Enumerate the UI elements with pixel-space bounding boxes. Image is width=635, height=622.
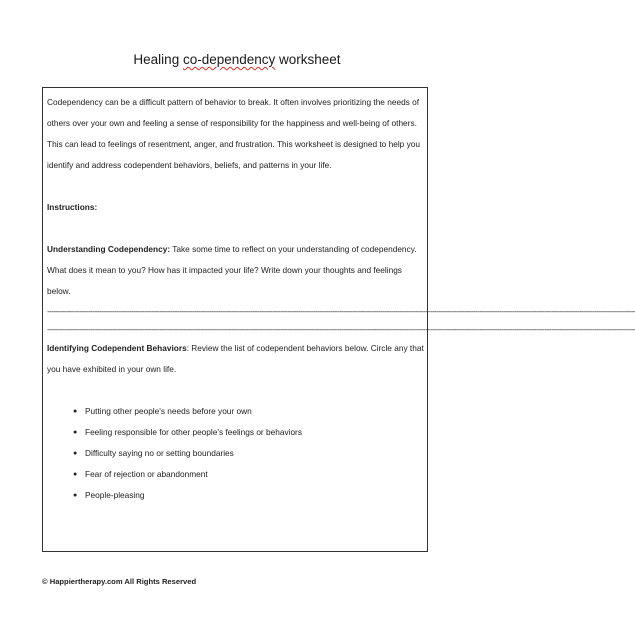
behavior-text: Putting other people's needs before your own bbox=[85, 406, 252, 416]
behavior-item bbox=[73, 485, 424, 506]
bullet-icon: ● bbox=[73, 450, 78, 457]
answer-line-2[interactable]: -------------------------------------------------------------------------------------------------------------------------------------------------------------------------------------------------------------------------------------------------------------------------------- bbox=[47, 324, 635, 334]
understanding-text: Take some time to reflect on your understanding of codependency. What does it mean to you? How has it impacted your life? Write down your thoughts and feelings below. bbox=[47, 244, 417, 296]
behavior-item bbox=[73, 422, 424, 443]
bullet-icon: ● bbox=[73, 408, 78, 415]
bullet-icon: ● bbox=[73, 471, 78, 478]
title-suffix: worksheet bbox=[275, 52, 341, 67]
answer-line-1[interactable]: -------------------------------------------------------------------------------------------------------------------------------------------------------------------------------------------------------------------------------------------------------------------------------- bbox=[47, 306, 635, 316]
understanding-section bbox=[47, 239, 424, 302]
intro-paragraph: Codependency can be a difficult pattern of behavior to break. It often involves prioritizing the needs of others over your own and feeling a sense of responsibility for the happiness and well-being of others. This can lead to feelings of resentment, anger, and frustration. This worksheet is designed to help you identify and address codependent behaviors, beliefs, and patterns in your life. bbox=[47, 97, 420, 170]
behavior-text: Fear of rejection or abandonment bbox=[85, 469, 208, 479]
page-title bbox=[0, 52, 474, 67]
copyright-footer: © Happiertherapy.com All Rights Reserved bbox=[42, 577, 197, 586]
behavior-item bbox=[73, 464, 424, 485]
spacer bbox=[47, 218, 424, 239]
instructions-heading: Instructions: bbox=[47, 202, 98, 212]
behavior-item bbox=[73, 401, 424, 422]
behavior-text: Feeling responsible for other people's feelings or behaviors bbox=[85, 427, 302, 437]
understanding-heading: Understanding Codependency: bbox=[47, 244, 171, 254]
behavior-item bbox=[73, 443, 424, 464]
behavior-list bbox=[47, 401, 424, 506]
title-underlined-word: co-dependency bbox=[182, 52, 276, 67]
title-prefix: Healing bbox=[133, 52, 183, 67]
spacer bbox=[47, 176, 424, 197]
identifying-text: : Review the list of codependent behaviors below. Circle any that you have exhibited in your own life. bbox=[47, 343, 424, 374]
bullet-icon: ● bbox=[73, 492, 78, 499]
behavior-text: People-pleasing bbox=[85, 490, 145, 500]
identifying-section bbox=[47, 338, 424, 380]
behavior-text: Difficulty saying no or setting boundaries bbox=[85, 448, 234, 458]
spacer bbox=[47, 380, 424, 401]
bullet-icon: ● bbox=[73, 429, 78, 436]
worksheet-box bbox=[42, 87, 635, 552]
identifying-heading: Identifying Codependent Behaviors bbox=[47, 343, 187, 353]
